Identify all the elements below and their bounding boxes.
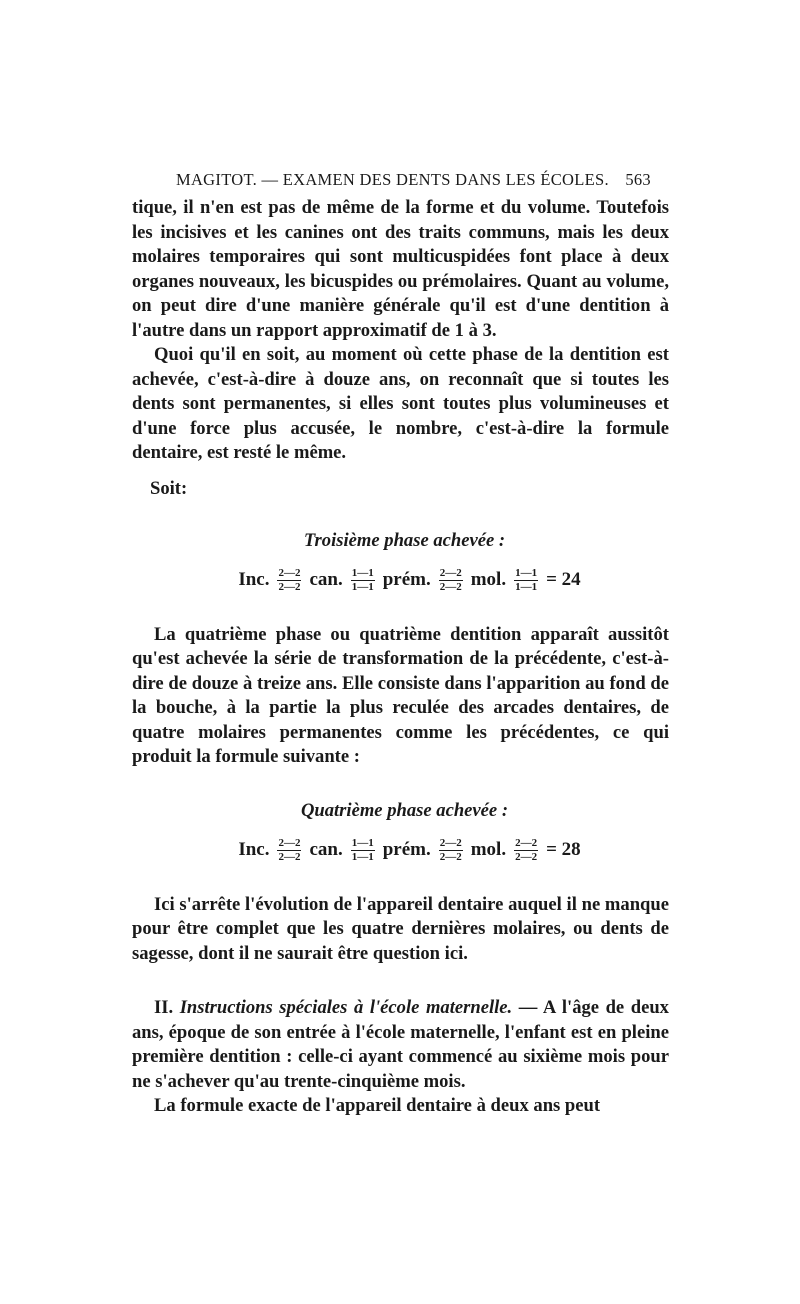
mol-fraction (514, 568, 538, 593)
mol-numerator: 1—1 (515, 566, 538, 579)
paragraph-3: La quatrième phase ou quatrième dentition apparaît aussitôt qu'est achevée la série de transformation de la précédente, c'est-à-dire de douze à treize ans. Elle consiste dans l'apparition au fond de la bouche, à la partie la plus reculée des arcades dentaires, de quatre molaires permanentes comme les précédentes, ce qui produit la formule suivante : (132, 623, 669, 767)
paragraph-4: Ici s'arrête l'évolution de l'appareil dentaire auquel il ne manque pour être complet que les quatre dernières molaires, ou dents de sagesse, dont il ne saurait être question ici. (132, 893, 669, 964)
can-denominator: 1—1 (351, 850, 374, 863)
prem-fraction (439, 568, 463, 593)
prem-denominator: 2—2 (439, 850, 462, 863)
formula-total: = 28 (546, 839, 581, 860)
can-fraction (351, 838, 375, 863)
prem-label: prém. (382, 569, 431, 590)
inc-denominator: 2—2 (278, 580, 301, 593)
section-title: Instructions spéciales à l'école maternelle. (179, 997, 513, 1018)
inc-numerator: 2—2 (278, 836, 301, 849)
page-number: 563 (625, 170, 651, 189)
running-head-title: MAGITOT. — EXAMEN DES DENTS DANS LES ÉCOLES. (176, 170, 609, 189)
section-paragraph (132, 996, 669, 1094)
mol-numerator: 2—2 (515, 836, 538, 849)
prem-denominator: 2—2 (439, 580, 462, 593)
paragraph-2: Quoi qu'il en soit, au moment où cette phase de la dentition est achevée, c'est-à-dire à douze ans, on reconnaît que si toutes les dents sont permanentes, si elles sont toutes plus volumineuses et d'une force plus accusée, le nombre, c'est-à-dire la formule dentaire, est resté le même. (132, 344, 669, 463)
prem-fraction (439, 838, 463, 863)
paragraph-6: La formule exacte de l'appareil dentaire à deux ans peut (154, 1095, 601, 1116)
inc-label: Inc. (238, 839, 270, 860)
inc-label: Inc. (238, 569, 270, 590)
inc-denominator: 2—2 (278, 850, 301, 863)
can-numerator: 1—1 (351, 836, 374, 849)
running-head (176, 170, 669, 196)
inc-fraction (277, 568, 301, 593)
prem-label: prém. (382, 839, 431, 860)
can-numerator: 1—1 (351, 566, 374, 579)
formula-phase4 (150, 838, 669, 863)
can-fraction (351, 568, 375, 593)
mol-denominator: 2—2 (515, 850, 538, 863)
mol-label: mol. (470, 569, 507, 590)
soit-label: Soit: (150, 477, 188, 499)
section-number: II. (154, 997, 174, 1018)
prem-numerator: 2—2 (439, 566, 462, 579)
section-body: — A l'âge de deux ans, époque de son entrée à l'école maternelle, l'enfant est en pleine première dentition : celle-ci ayant commencé au sixième mois pour ne s'achever qu'au trente-cinquième mois. (132, 997, 669, 1092)
phase4-title: Quatrième phase achevée : (300, 799, 509, 821)
can-denominator: 1—1 (351, 580, 374, 593)
prem-numerator: 2—2 (439, 836, 462, 849)
phase3-title: Troisième phase achevée : (303, 529, 506, 551)
can-label: can. (309, 839, 343, 860)
can-label: can. (309, 569, 343, 590)
formula-phase3 (150, 568, 669, 593)
mol-denominator: 1—1 (515, 580, 538, 593)
mol-label: mol. (470, 839, 507, 860)
paragraph-1: tique, il n'en est pas de même de la forme et du volume. Toutefois les incisives et les canines ont des traits communs, mais les deux molaires temporaires qui sont multicuspidées font place à deux organes nouveaux, les bicuspides ou prémolaires. Quant au volume, on peut dire d'une manière générale qu'il est d'une dentition à l'autre dans un rapport approximatif de 1 à 3. (132, 197, 669, 341)
book-page (132, 170, 669, 1119)
inc-numerator: 2—2 (278, 566, 301, 579)
mol-fraction (514, 838, 538, 863)
inc-fraction (277, 838, 301, 863)
formula-total: = 24 (546, 569, 581, 590)
